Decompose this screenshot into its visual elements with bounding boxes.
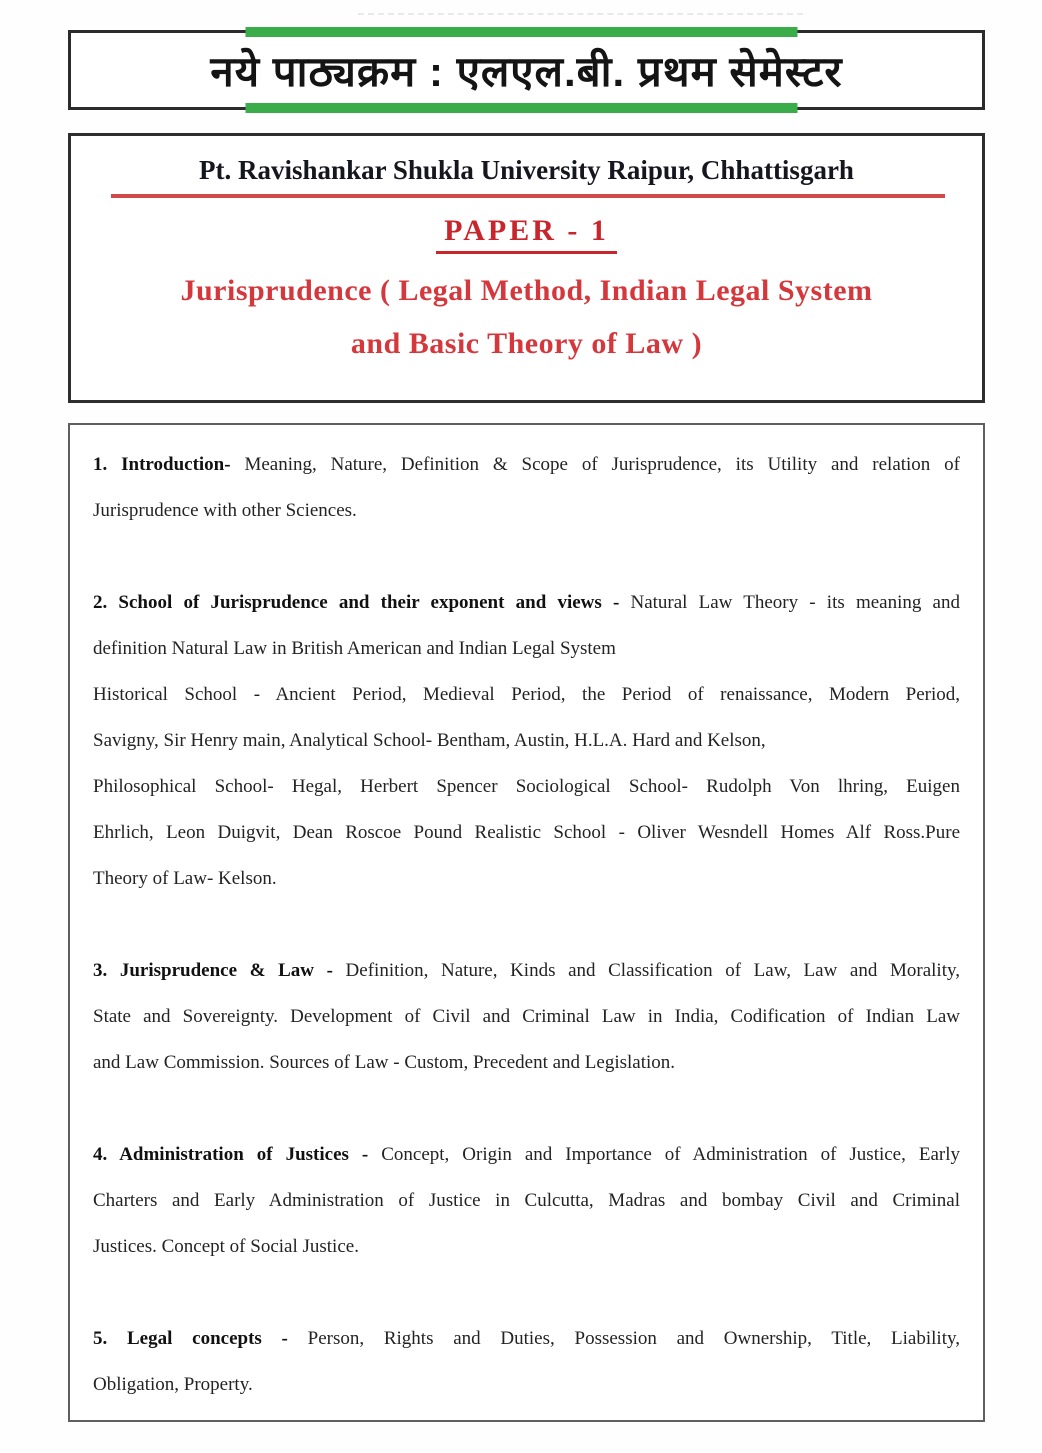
section-label: 3. Jurisprudence & Law - [93,960,333,981]
paper-title-text: PAPER - 1 [436,214,617,254]
syllabus-section [93,580,960,902]
section-label: 4. Administration of Justices - [93,1144,369,1165]
syllabus-line: 3. Jurisprudence & Law - Definition, Nature, Kinds and Classification of Law, Law and Morality, [93,960,960,981]
syllabus-line: 5. Legal concepts - Person, Rights and Duties, Possession and Ownership, Title, Liability, [93,1328,960,1349]
banner-title: नये पाठ्यक्रम : एलएल.बी. प्रथम सेमेस्टर [210,47,843,95]
syllabus-line: Ehrlich, Leon Duigvit, Dean Roscoe Pound Realistic School - Oliver Wesndell Homes Alf Ross.Pure [93,822,960,843]
syllabus-section [93,1132,960,1270]
syllabus-line: Justices. Concept of Social Justice. [93,1236,359,1257]
syllabus-line: Philosophical School- Hegal, Herbert Spencer Sociological School- Rudolph Von lhring, Euigen [93,776,960,797]
green-accent-bar-bottom [245,103,797,113]
syllabus-line: Historical School - Ancient Period, Medieval Period, the Period of renaissance, Modern Period, [93,684,960,705]
syllabus-line: Charters and Early Administration of Justice in Culcutta, Madras and bombay Civil and Criminal [93,1190,960,1211]
syllabus-line: Savigny, Sir Henry main, Analytical School- Bentham, Austin, H.L.A. Hard and Kelson, [93,730,766,751]
header-box [68,133,985,403]
section-label: 2. School of Jurisprudence and their exponent and views - [93,592,620,613]
syllabus-line: definition Natural Law in British American and Indian Legal System [93,638,616,659]
paper-title [71,214,982,254]
syllabus-box [68,423,985,1422]
syllabus-line: State and Sovereignty. Development of Civil and Criminal Law in India, Codification of Indian Law [93,1006,960,1027]
syllabus-section [93,442,960,534]
hindi-banner-box [68,30,985,110]
syllabus-line: Obligation, Property. [93,1374,253,1395]
section-label: 1. Introduction- [93,454,231,475]
syllabus-line: Theory of Law- Kelson. [93,868,277,889]
subject-line-1: Jurisprudence ( Legal Method, Indian Legal System [180,274,873,307]
scan-artifact-line [358,13,803,15]
green-accent-bar-top [245,27,797,37]
syllabus-section [93,1316,960,1408]
syllabus-section [93,948,960,1086]
syllabus-line: and Law Commission. Sources of Law - Custom, Precedent and Legislation. [93,1052,676,1073]
subject-line-2: and Basic Theory of Law ) [350,327,703,360]
syllabus-line: Jurisprudence with other Sciences. [93,500,357,521]
university-title: Pt. Ravishankar Shukla University Raipur, Chhattisgarh [199,155,854,185]
red-divider-rule [111,194,945,198]
syllabus-line: 4. Administration of Justices - Concept, Origin and Importance of Administration of Justice, Early [93,1144,960,1165]
syllabus-line: 1. Introduction- Meaning, Nature, Definition & Scope of Jurisprudence, its Utility and relation of [93,454,960,475]
syllabus-line: 2. School of Jurisprudence and their exponent and views - Natural Law Theory - its meaning and [93,592,960,613]
section-label: 5. Legal concepts - [93,1328,288,1349]
